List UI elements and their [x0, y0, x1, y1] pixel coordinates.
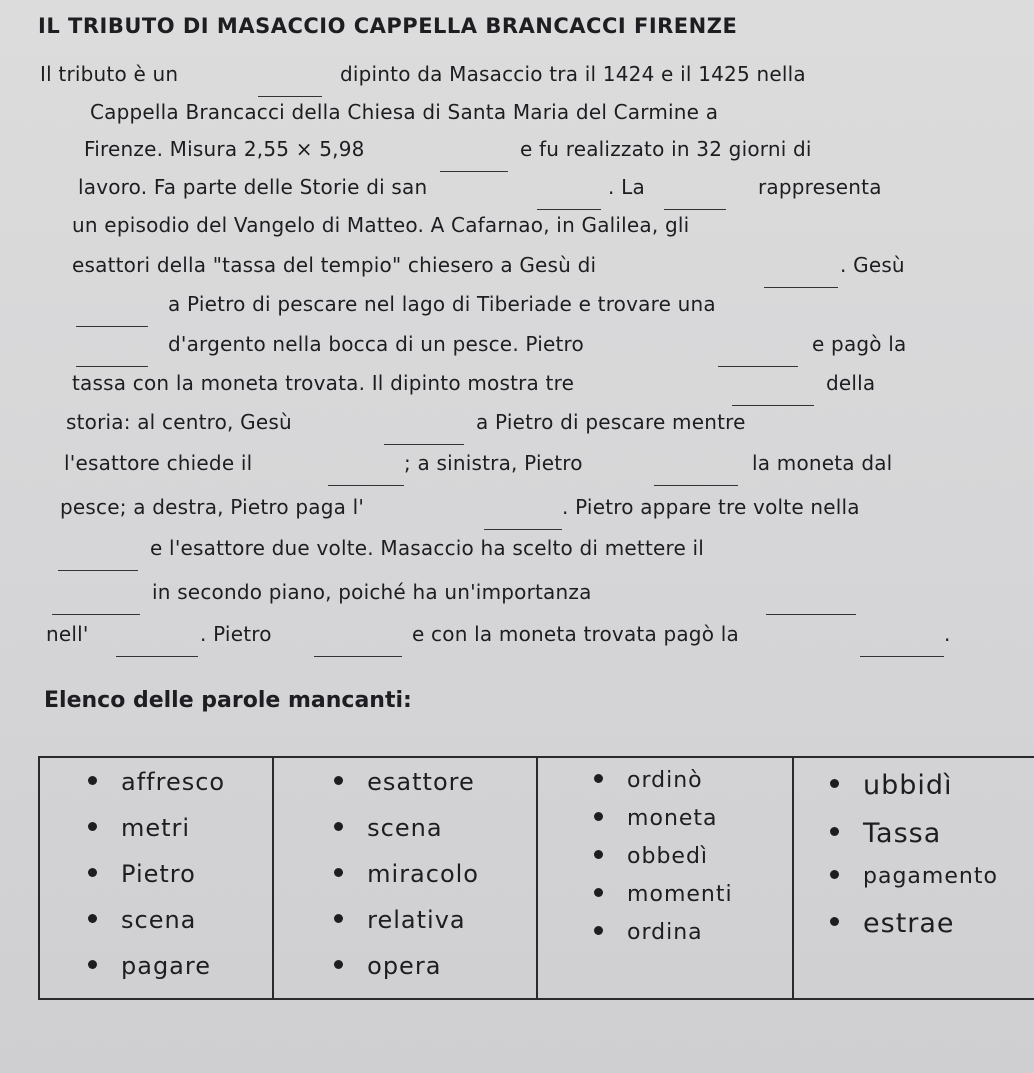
- word-item: opera: [334, 952, 441, 980]
- word-item: estrae: [830, 908, 955, 939]
- text-segment: . La: [608, 175, 645, 199]
- text-segment: . Pietro: [200, 622, 272, 646]
- word-item: Pietro: [88, 860, 196, 888]
- word-item: ubbidì: [830, 770, 953, 801]
- paragraph-line-15: [0, 622, 1034, 662]
- bullet-icon: [830, 917, 839, 926]
- text-segment: l'esattore chiede il: [64, 451, 253, 475]
- bullet-icon: [334, 776, 343, 785]
- paragraph-line-10: [0, 410, 1034, 450]
- word-item: obbedì: [594, 844, 708, 869]
- blank-field[interactable]: [732, 387, 814, 406]
- text-segment: a Pietro di pescare nel lago di Tiberiade e trovare una: [168, 292, 716, 316]
- blank-field[interactable]: [764, 269, 838, 288]
- text-segment: . Gesù: [840, 253, 905, 277]
- text-segment: e fu realizzato in 32 giorni di: [520, 137, 812, 161]
- bullet-icon: [88, 868, 97, 877]
- word-list-heading: Elenco delle parole mancanti:: [44, 688, 412, 713]
- blank-field[interactable]: [766, 596, 856, 615]
- word-item: Tassa: [830, 818, 941, 849]
- bullet-icon: [88, 960, 97, 969]
- paragraph-line-1: [0, 62, 1034, 102]
- bullet-icon: [334, 914, 343, 923]
- word-list-table: [38, 756, 1034, 1000]
- word-item: relativa: [334, 906, 465, 934]
- worksheet-title: IL TRIBUTO DI MASACCIO CAPPELLA BRANCACCI FIRENZE: [38, 14, 738, 38]
- bullet-icon: [88, 776, 97, 785]
- blank-field[interactable]: [654, 467, 738, 486]
- blank-field[interactable]: [664, 191, 726, 210]
- text-segment: d'argento nella bocca di un pesce. Pietro: [168, 332, 584, 356]
- text-segment: Firenze. Misura 2,55 × 5,98: [84, 137, 365, 161]
- word-item: pagamento: [830, 864, 998, 889]
- text-segment: e l'esattore due volte. Masaccio ha scelto di mettere il: [150, 536, 705, 560]
- word-item: esattore: [334, 768, 475, 796]
- blank-field[interactable]: [76, 348, 148, 367]
- text-segment: nell': [46, 622, 89, 646]
- text-segment: tassa con la moneta trovata. Il dipinto mostra tre: [72, 371, 575, 395]
- word-item: scena: [334, 814, 442, 842]
- paragraph-line-5: [0, 213, 1034, 253]
- paragraph-line-3: [0, 137, 1034, 177]
- bullet-icon: [88, 822, 97, 831]
- text-segment: in secondo piano, poiché ha un'importanza: [152, 580, 592, 604]
- text-segment: la moneta dal: [752, 451, 893, 475]
- word-item: ordina: [594, 920, 703, 945]
- paragraph-line-7: [0, 292, 1034, 332]
- bullet-icon: [830, 827, 839, 836]
- bullet-icon: [594, 812, 603, 821]
- paragraph-line-11: [0, 451, 1034, 491]
- text-segment: ; a sinistra, Pietro: [404, 451, 583, 475]
- word-item: metri: [88, 814, 190, 842]
- paragraph-line-2: [0, 100, 1034, 140]
- word-item: momenti: [594, 882, 733, 907]
- paragraph-line-14: [0, 580, 1034, 620]
- blank-field[interactable]: [116, 638, 198, 657]
- blank-field[interactable]: [58, 552, 138, 571]
- blank-field[interactable]: [52, 596, 140, 615]
- blank-field[interactable]: [384, 426, 464, 445]
- text-segment: dipinto da Masaccio tra il 1424 e il 1425 nella: [340, 62, 806, 86]
- word-item: moneta: [594, 806, 717, 831]
- text-segment: lavoro. Fa parte delle Storie di san: [78, 175, 428, 199]
- text-segment: pesce; a destra, Pietro paga l': [60, 495, 365, 519]
- bullet-icon: [594, 774, 603, 783]
- paragraph-line-12: [0, 495, 1034, 535]
- bullet-icon: [334, 868, 343, 877]
- blank-field[interactable]: [440, 153, 508, 172]
- text-segment: a Pietro di pescare mentre: [476, 410, 746, 434]
- word-column-2: [273, 757, 537, 999]
- paragraph-line-13: [0, 536, 1034, 576]
- text-segment: della: [826, 371, 876, 395]
- blank-field[interactable]: [537, 191, 601, 210]
- blank-field[interactable]: [328, 467, 404, 486]
- blank-field[interactable]: [76, 308, 148, 327]
- text-segment: rappresenta: [758, 175, 882, 199]
- blank-field[interactable]: [718, 348, 798, 367]
- word-column-3: [537, 757, 793, 999]
- blank-field[interactable]: [860, 638, 944, 657]
- text-segment: e pagò la: [812, 332, 907, 356]
- word-column-4: [793, 757, 1034, 999]
- blank-field[interactable]: [314, 638, 402, 657]
- bullet-icon: [594, 926, 603, 935]
- word-item: ordinò: [594, 768, 703, 793]
- text-segment: storia: al centro, Gesù: [66, 410, 292, 434]
- text-segment: esattori della "tassa del tempio" chiesero a Gesù di: [72, 253, 597, 277]
- text-segment: Il tributo è un: [40, 62, 179, 86]
- bullet-icon: [830, 870, 839, 879]
- bullet-icon: [334, 822, 343, 831]
- bullet-icon: [594, 850, 603, 859]
- paragraph-line-9: [0, 371, 1034, 411]
- bullet-icon: [88, 914, 97, 923]
- bullet-icon: [830, 779, 839, 788]
- blank-field[interactable]: [484, 511, 562, 530]
- text-segment: .: [944, 622, 951, 646]
- word-item: affresco: [88, 768, 225, 796]
- paragraph-line-4: [0, 175, 1034, 215]
- paragraph-line-6: [0, 253, 1034, 293]
- paragraph-line-8: [0, 332, 1034, 372]
- bullet-icon: [594, 888, 603, 897]
- word-column-1: [39, 757, 273, 999]
- text-segment: Cappella Brancacci della Chiesa di Santa Maria del Carmine a: [90, 100, 719, 124]
- blank-field[interactable]: [258, 78, 322, 97]
- text-segment: e con la moneta trovata pagò la: [412, 622, 739, 646]
- word-item: pagare: [88, 952, 211, 980]
- text-segment: . Pietro appare tre volte nella: [562, 495, 860, 519]
- word-item: scena: [88, 906, 196, 934]
- word-item: miracolo: [334, 860, 479, 888]
- bullet-icon: [334, 960, 343, 969]
- text-segment: un episodio del Vangelo di Matteo. A Cafarnao, in Galilea, gli: [72, 213, 690, 237]
